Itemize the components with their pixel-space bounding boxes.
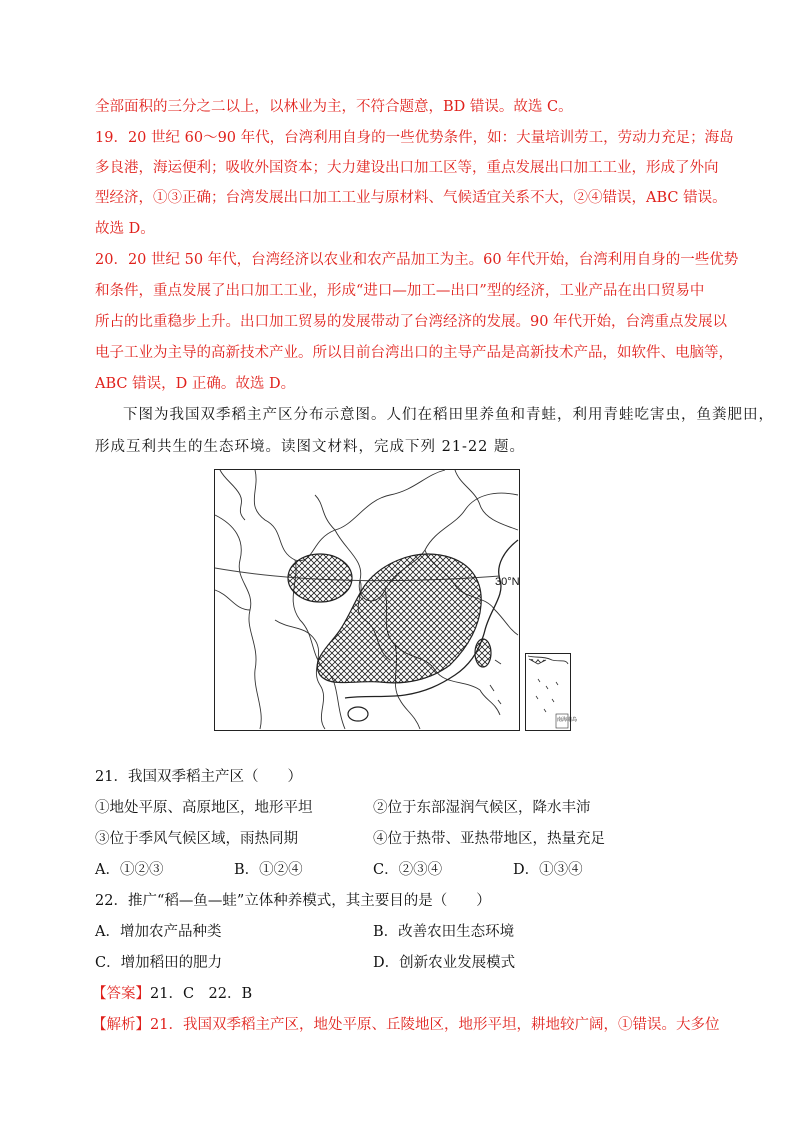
analysis-text: 21．我国双季稻主产区，地处平原、丘陵地区，地形平坦，耕地较广阔，①错误。大多位 (150, 1017, 720, 1033)
text-line: 和条件，重点发展了出口加工工业，形成“进口—加工—出口”型的经济，工业产品在出口贸易中 (95, 283, 705, 299)
text-line: 多良港，海运便利；吸收外国资本；大力建设出口加工区等，重点发展出口加工工业，形成了外向 (95, 160, 719, 176)
option-b: B．改善农田生态环境 (373, 924, 515, 940)
statement-4: ④位于热带、亚热带地区，热量充足 (373, 831, 605, 847)
text-line: 所占的比重稳步上升。出口加工贸易的发展带动了台湾经济的发展。90 年代开始，台湾重点发展以 (95, 314, 728, 330)
option-c: C．增加稻田的肥力 (95, 955, 223, 971)
inset-drawing (526, 654, 578, 729)
answer-tag: 【答案】 (92, 986, 150, 1002)
intro-line: 形成互利共生的生态环境。读图文材料，完成下列 21-22 题。 (95, 439, 526, 455)
analysis-line (92, 1015, 719, 1035)
text-line: 故选 D。 (95, 221, 155, 237)
answer-line (92, 984, 252, 1004)
option-b: B．①②④ (234, 862, 303, 878)
text-line: 全部面积的三分之二以上，以林业为主，不符合题意，BD 错误。故选 C。 (95, 99, 573, 115)
latitude-label: 30°N (495, 576, 520, 588)
text-line: 19．20 世纪 60～90 年代，台湾利用自身的一些优势条件，如：大量培训劳工，劳动力充足；海岛 (95, 130, 734, 146)
text-line: 20．20 世纪 50 年代，台湾经济以农业和农产品加工为主。60 年代开始，台湾利用自身的一些优势 (95, 252, 739, 268)
inset-label: 南海诸岛 (557, 717, 578, 723)
option-d: D．创新农业发展模式 (373, 955, 516, 971)
text-line: 电子工业为主导的高新技术产业。所以目前台湾出口的主导产品是高新技术产品，如软件、电脑等， (95, 345, 733, 361)
analysis-tag: 【解析】 (92, 1017, 150, 1033)
question-stem: 21．我国双季稻主产区（ ） (95, 769, 302, 785)
intro-line: 下图为我国双季稻主产区分布示意图。人们在稻田里养鱼和青蛙，利用青蛙吃害虫，鱼粪肥田， (123, 407, 774, 423)
south-china-sea-inset (525, 653, 578, 731)
question-stem: 22．推广“稻—鱼—蛙”立体种养模式，其主要目的是（ ） (95, 893, 491, 909)
text-line: ABC 错误，D 正确。故选 D。 (95, 376, 296, 392)
option-a: A．增加农产品种类 (95, 924, 222, 940)
rice-region-map (214, 469, 520, 731)
map-drawing (215, 470, 518, 729)
option-c: C．②③④ (373, 862, 443, 878)
option-d: D．①③④ (513, 862, 583, 878)
option-a: A．①②③ (95, 862, 164, 878)
statement-3: ③位于季风气候区域，雨热同期 (95, 831, 298, 847)
statement-1: ①地处平原、高原地区，地形平坦 (95, 800, 313, 816)
answer-text: 21．C 22．B (150, 986, 253, 1002)
text-line: 型经济，①③正确；台湾发展出口加工工业与原材料、气候适宜关系不大，②④错误，ABC 错误。 (95, 190, 727, 206)
statement-2: ②位于东部湿润气候区，降水丰沛 (373, 800, 591, 816)
